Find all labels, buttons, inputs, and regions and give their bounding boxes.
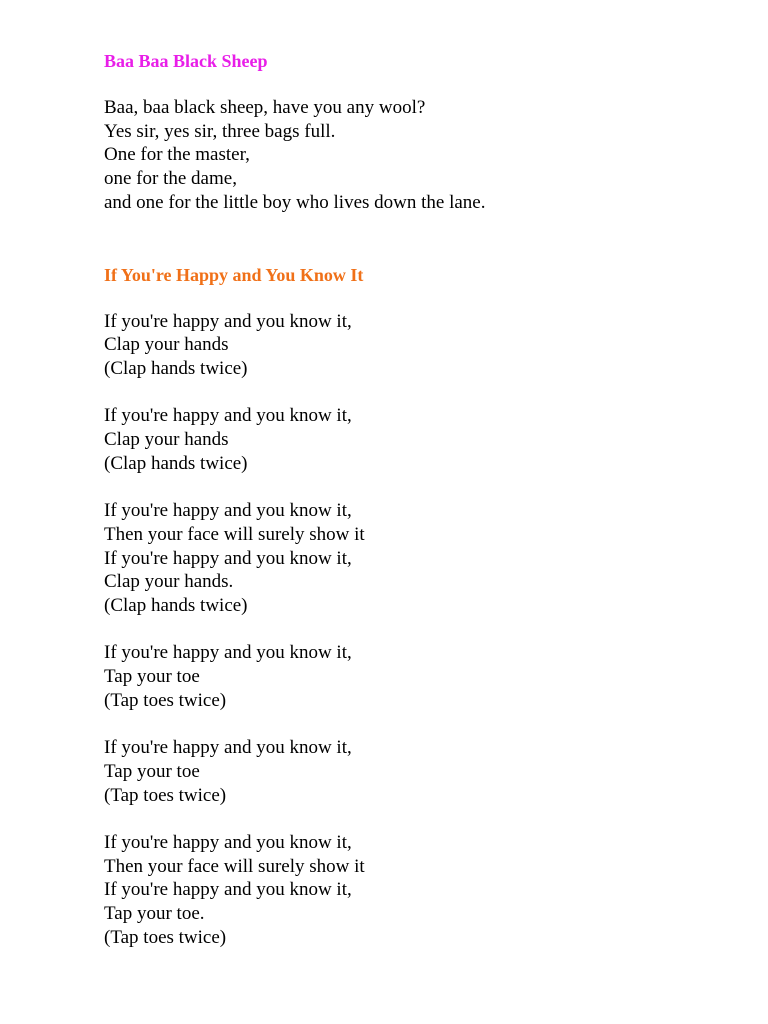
lyric-line: (Clap hands twice) <box>104 452 248 474</box>
lyric-line: If you're happy and you know it, <box>104 405 352 427</box>
verse-6 <box>104 831 724 950</box>
lyric-line: (Tap toes twice) <box>104 784 227 806</box>
verse-4 <box>104 641 724 712</box>
lyric-line: If you're happy and you know it, <box>104 500 352 522</box>
lyric-line: Tap your toe <box>104 666 200 688</box>
lyric-line: One for the master, <box>104 144 250 166</box>
song-title-if-youre-happy: If You're Happy and You Know It <box>104 264 364 285</box>
lyric-line: Tap your toe. <box>104 903 205 925</box>
lyric-line: Tap your toe <box>104 760 200 782</box>
song-title-baa-baa-black-sheep: Baa Baa Black Sheep <box>104 51 268 71</box>
document-page <box>104 49 724 949</box>
lyric-line: Clap your hands. <box>104 571 234 593</box>
lyric-line: Clap your hands <box>104 429 229 451</box>
lyric-line: If you're happy and you know it, <box>104 642 352 664</box>
lyric-line: Baa, baa black sheep, have you any wool? <box>104 97 426 118</box>
lyric-line: and one for the little boy who lives down the lane. <box>104 191 486 213</box>
lyric-line: Yes sir, yes sir, three bags full. <box>104 120 336 142</box>
lyric-line: If you're happy and you know it, <box>104 547 352 569</box>
lyric-line: (Tap toes twice) <box>104 926 227 948</box>
lyric-line: Then your face will surely show it <box>104 523 365 545</box>
lyric-line: (Tap toes twice) <box>104 689 227 711</box>
lyric-line: If you're happy and you know it, <box>104 879 352 901</box>
lyric-line: one for the dame, <box>104 168 237 190</box>
verse-2 <box>104 404 724 475</box>
lyric-line: (Clap hands twice) <box>104 594 248 616</box>
lyric-line: If you're happy and you know it, <box>104 831 352 853</box>
verse-5 <box>104 736 724 807</box>
verse-1 <box>104 310 724 381</box>
lyric-line: Then your face will surely show it <box>104 855 365 877</box>
verse-3 <box>104 499 724 618</box>
lyric-line: If you're happy and you know it, <box>104 737 352 759</box>
lyric-line: If you're happy and you know it, <box>104 310 352 332</box>
lyric-line: Clap your hands <box>104 334 229 356</box>
lyric-line: (Clap hands twice) <box>104 357 248 379</box>
song-lyrics-baa-baa-black-sheep <box>104 96 724 215</box>
